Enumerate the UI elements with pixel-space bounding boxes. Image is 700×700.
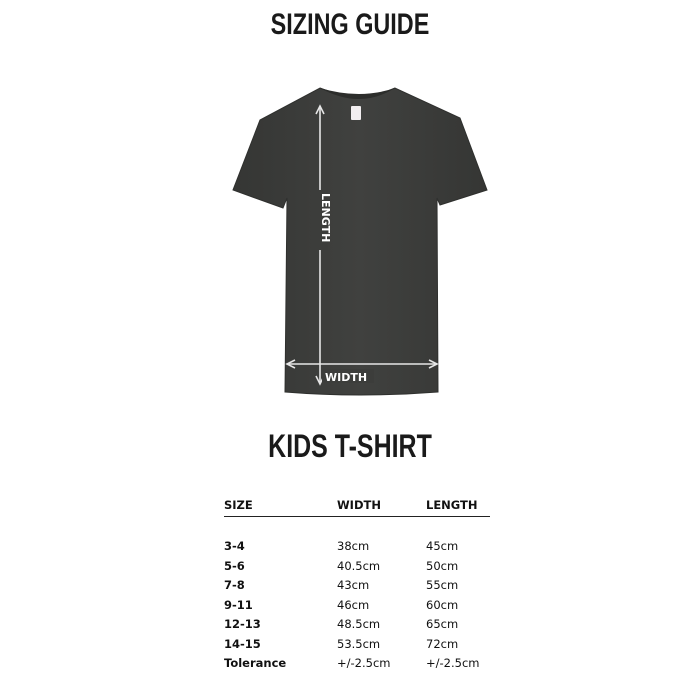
tshirt-diagram <box>225 80 495 405</box>
tshirt-tag <box>351 106 361 120</box>
section-title: KIDS T-SHIRT <box>268 428 432 464</box>
table-row <box>224 557 490 577</box>
cell-length: 60cm <box>426 597 459 612</box>
table-row <box>224 635 490 655</box>
cell-width: 38cm <box>337 539 370 553</box>
width-label: WIDTH <box>325 371 368 384</box>
page-title: SIZING GUIDE <box>270 8 430 41</box>
cell-length: 50cm <box>426 558 459 573</box>
table-body <box>224 537 490 674</box>
cell-width: 46cm <box>337 597 370 612</box>
size-table <box>224 498 490 674</box>
cell-length: 72cm <box>426 636 459 651</box>
header-length: LENGTH <box>426 498 478 512</box>
cell-length: +/-2.5cm <box>426 656 480 670</box>
cell-width: 53.5cm <box>337 636 381 651</box>
table-row <box>224 615 490 635</box>
table-row <box>224 654 490 674</box>
cell-size: 14-15 <box>224 636 261 651</box>
cell-length: 45cm <box>426 539 459 553</box>
table-header <box>224 498 490 517</box>
cell-size: 3-4 <box>224 539 245 553</box>
table-row <box>224 537 490 557</box>
cell-length: 65cm <box>426 617 459 631</box>
cell-size: Tolerance <box>224 656 287 670</box>
cell-size: 12-13 <box>224 617 261 631</box>
length-label: LENGTH <box>319 193 332 243</box>
cell-width: 48.5cm <box>337 617 381 631</box>
cell-size: 5-6 <box>224 558 245 573</box>
tshirt-shape <box>233 88 487 395</box>
cell-width: 40.5cm <box>337 558 381 573</box>
cell-size: 7-8 <box>224 578 245 592</box>
cell-size: 9-11 <box>224 597 253 612</box>
cell-length: 55cm <box>426 578 459 592</box>
header-width: WIDTH <box>337 498 381 512</box>
table-row <box>224 596 490 616</box>
cell-width: 43cm <box>337 578 370 592</box>
table-row <box>224 576 490 596</box>
header-size: SIZE <box>224 498 253 512</box>
cell-width: +/-2.5cm <box>337 656 391 670</box>
